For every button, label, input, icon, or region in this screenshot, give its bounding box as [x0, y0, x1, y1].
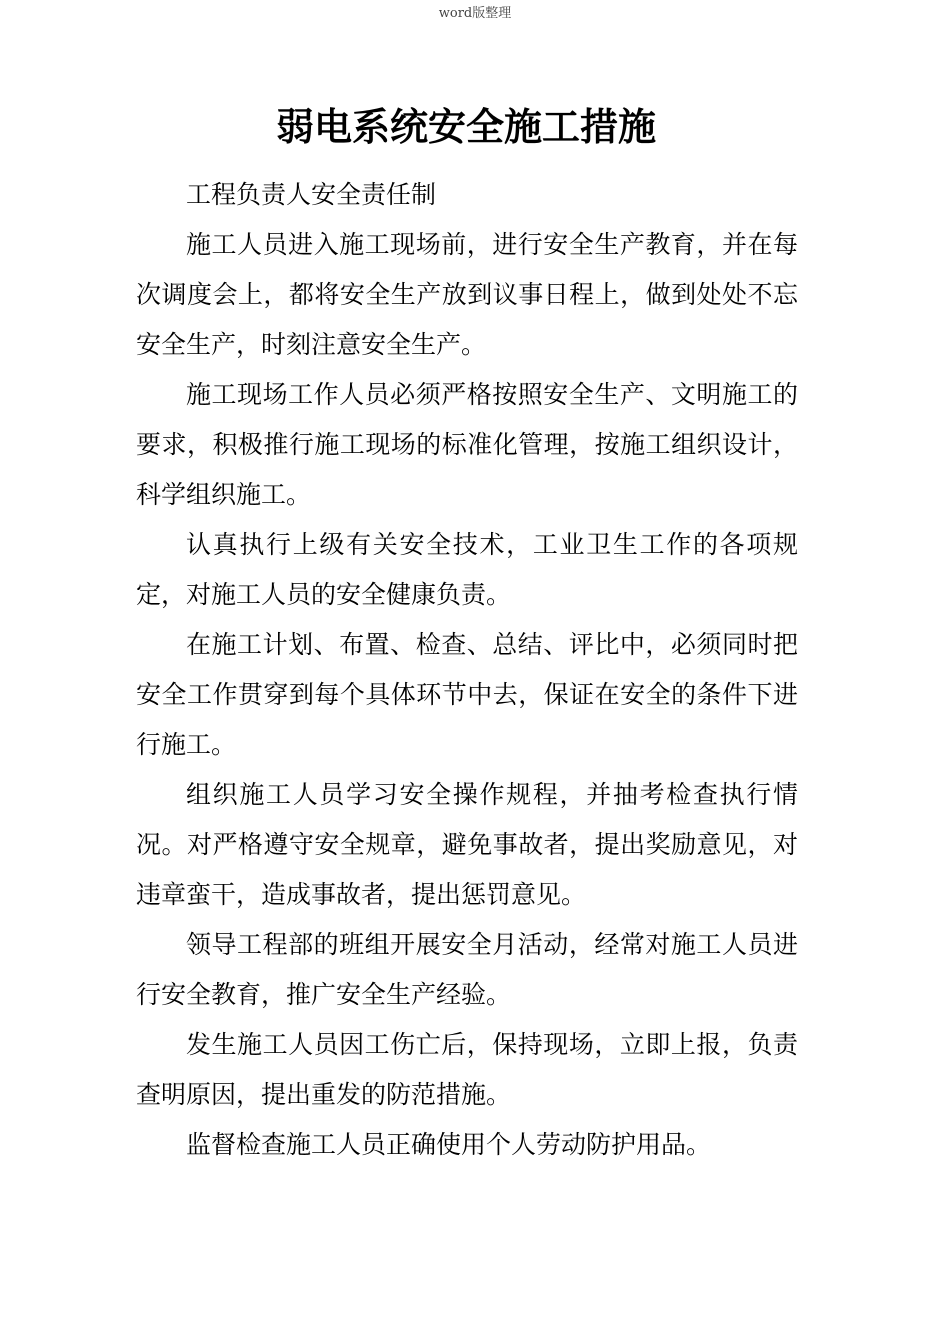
paragraph: 在施工计划、布置、检查、总结、评比中，必须同时把安全工作贯穿到每个具体环节中去，保证在安全的条件下进行施工。 [136, 630, 798, 759]
document-title: 弱电系统安全施工措施 [275, 105, 656, 149]
document-body [136, 170, 798, 1170]
paragraph-section-heading: 工程负责人安全责任制 [186, 180, 437, 209]
paragraph: 发生施工人员因工伤亡后，保持现场，立即上报，负责查明原因，提出重发的防范措施。 [136, 1030, 798, 1109]
paragraph: 认真执行上级有关安全技术，工业卫生工作的各项规定，对施工人员的安全健康负责。 [136, 530, 798, 609]
paragraph: 施工现场工作人员必须严格按照安全生产、文明施工的要求，积极推行施工现场的标准化管理，按施工组织设计，科学组织施工。 [136, 380, 798, 509]
paragraph: 领导工程部的班组开展安全月活动，经常对施工人员进行安全教育，推广安全生产经验。 [136, 930, 798, 1009]
paragraph: 组织施工人员学习安全操作规程，并抽考检查执行情况。对严格遵守安全规章，避免事故者，提出奖励意见，对违章蛮干，造成事故者，提出惩罚意见。 [136, 780, 798, 909]
header-note: word版整理 [438, 6, 512, 21]
paragraph: 监督检查施工人员正确使用个人劳动防护用品。 [186, 1130, 712, 1159]
paragraph: 施工人员进入施工现场前，进行安全生产教育，并在每次调度会上，都将安全生产放到议事日程上，做到处处不忘安全生产，时刻注意安全生产。 [136, 230, 798, 359]
